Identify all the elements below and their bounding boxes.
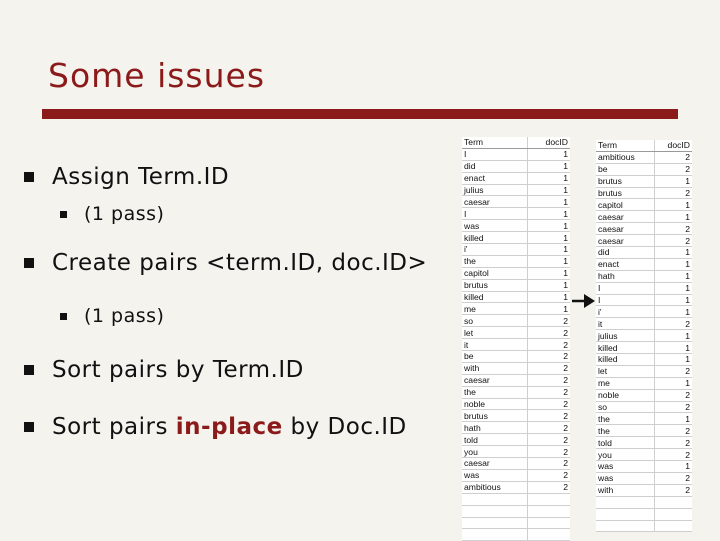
docid-cell: 1 xyxy=(654,211,692,223)
docid-cell: 2 xyxy=(654,187,692,199)
term-cell: so xyxy=(596,401,654,413)
docid-cell: 1 xyxy=(527,172,570,184)
docid-cell xyxy=(654,520,692,532)
term-cell: with xyxy=(596,484,654,496)
term-cell: ambitious xyxy=(462,481,527,493)
term-cell: i' xyxy=(462,244,527,256)
docid-cell: 2 xyxy=(654,484,692,496)
table-row xyxy=(462,529,570,541)
bullet-text: Assign Term.ID xyxy=(52,164,230,190)
term-cell: i' xyxy=(596,306,654,318)
docid-cell: 1 xyxy=(527,232,570,244)
docid-cell: 1 xyxy=(527,303,570,315)
table-row xyxy=(462,386,570,398)
term-cell: I xyxy=(596,294,654,306)
term-cell: be xyxy=(596,163,654,175)
bullet-marker xyxy=(60,211,67,218)
docid-cell: 1 xyxy=(654,294,692,306)
table-row xyxy=(462,339,570,351)
column-header-term: Term xyxy=(462,137,527,148)
table-row xyxy=(462,398,570,410)
table-row xyxy=(462,458,570,470)
term-cell: caesar xyxy=(462,458,527,470)
docid-cell: 1 xyxy=(527,220,570,232)
term-cell xyxy=(596,508,654,520)
docid-cell: 1 xyxy=(527,267,570,279)
column-header-docid: docID xyxy=(527,137,570,148)
docid-cell: 1 xyxy=(527,255,570,267)
docid-cell: 1 xyxy=(527,160,570,172)
sub-bullet-text: (1 pass) xyxy=(84,305,165,327)
docid-cell: 2 xyxy=(527,469,570,481)
table-row xyxy=(596,496,692,508)
table-row xyxy=(596,425,692,437)
table-row xyxy=(462,481,570,493)
docid-cell: 1 xyxy=(654,282,692,294)
term-cell: the xyxy=(596,425,654,437)
term-cell: so xyxy=(462,315,527,327)
term-cell: ambitious xyxy=(596,151,654,163)
docid-cell xyxy=(654,508,692,520)
docid-cell: 2 xyxy=(527,315,570,327)
table-header-row xyxy=(596,140,692,151)
term-cell: the xyxy=(462,386,527,398)
docid-cell: 1 xyxy=(527,279,570,291)
term-cell: killed xyxy=(596,354,654,366)
docid-cell: 1 xyxy=(654,270,692,282)
term-cell: killed xyxy=(596,342,654,354)
term-docid-table-sorted xyxy=(596,140,692,532)
sub-bullet-pass-2 xyxy=(60,305,164,327)
term-cell: the xyxy=(596,413,654,425)
docid-cell: 1 xyxy=(527,196,570,208)
table-row xyxy=(462,362,570,374)
docid-cell: 2 xyxy=(654,318,692,330)
table-row xyxy=(462,351,570,363)
table-row xyxy=(596,413,692,425)
table-row xyxy=(596,342,692,354)
table-row xyxy=(596,187,692,199)
term-cell: killed xyxy=(462,232,527,244)
sub-bullet-pass-1 xyxy=(60,203,164,225)
docid-cell: 2 xyxy=(527,410,570,422)
table-row xyxy=(596,235,692,247)
term-cell: brutus xyxy=(596,175,654,187)
sub-bullet-text: (1 pass) xyxy=(84,203,165,225)
table-row xyxy=(462,469,570,481)
docid-cell: 1 xyxy=(654,354,692,366)
term-cell: brutus xyxy=(596,187,654,199)
term-cell: was xyxy=(462,220,527,232)
table-row xyxy=(596,484,692,496)
bullet-marker xyxy=(24,365,34,375)
docid-cell: 2 xyxy=(527,422,570,434)
term-cell: caesar xyxy=(596,211,654,223)
table-row xyxy=(462,232,570,244)
term-cell: enact xyxy=(596,258,654,270)
term-cell: did xyxy=(462,160,527,172)
table-row xyxy=(462,291,570,303)
table-row xyxy=(462,446,570,458)
docid-cell: 1 xyxy=(654,199,692,211)
term-cell: caesar xyxy=(462,374,527,386)
docid-cell: 1 xyxy=(654,306,692,318)
docid-cell: 2 xyxy=(654,401,692,413)
table-row xyxy=(596,282,692,294)
table-row xyxy=(462,220,570,232)
docid-cell: 1 xyxy=(654,175,692,187)
table-row xyxy=(462,196,570,208)
bullet-sort-by-docid xyxy=(24,414,407,440)
term-cell: I xyxy=(462,148,527,160)
term-cell: let xyxy=(596,365,654,377)
table-row xyxy=(462,208,570,220)
table-row xyxy=(596,365,692,377)
table-row xyxy=(596,354,692,366)
term-cell: hath xyxy=(596,270,654,282)
docid-cell: 2 xyxy=(527,374,570,386)
docid-cell: 2 xyxy=(654,151,692,163)
bullet-create-pairs xyxy=(24,250,427,276)
docid-cell: 1 xyxy=(654,342,692,354)
table-row xyxy=(596,449,692,461)
term-cell: was xyxy=(596,461,654,473)
table-row xyxy=(462,434,570,446)
table-row xyxy=(462,184,570,196)
table-row xyxy=(462,279,570,291)
docid-cell: 2 xyxy=(527,362,570,374)
table-row xyxy=(596,318,692,330)
docid-cell: 1 xyxy=(527,184,570,196)
docid-cell xyxy=(527,517,570,529)
table-row xyxy=(462,505,570,517)
docid-cell: 1 xyxy=(527,208,570,220)
table-row xyxy=(596,175,692,187)
term-cell: I xyxy=(596,282,654,294)
slide-title: Some issues xyxy=(48,56,266,95)
term-cell xyxy=(462,505,527,517)
docid-cell xyxy=(527,505,570,517)
bullet-marker xyxy=(24,258,34,268)
table-row xyxy=(596,151,692,163)
table-row xyxy=(596,270,692,282)
table-row xyxy=(462,410,570,422)
term-cell: be xyxy=(462,351,527,363)
docid-cell: 1 xyxy=(654,247,692,259)
table-row xyxy=(596,199,692,211)
docid-cell: 2 xyxy=(527,398,570,410)
term-docid-table-unsorted xyxy=(462,137,570,541)
table-row xyxy=(596,437,692,449)
table-row xyxy=(596,389,692,401)
right-arrow-icon xyxy=(572,293,596,309)
table-row xyxy=(596,520,692,532)
table-row xyxy=(596,330,692,342)
term-cell: julius xyxy=(596,330,654,342)
bullet-assign-termid xyxy=(24,164,229,190)
term-cell: I xyxy=(462,208,527,220)
table-row xyxy=(596,294,692,306)
docid-cell: 2 xyxy=(654,163,692,175)
bullet-marker xyxy=(60,313,67,320)
docid-cell: 2 xyxy=(654,235,692,247)
table-row xyxy=(596,223,692,235)
table-row xyxy=(462,255,570,267)
term-cell xyxy=(462,517,527,529)
table-row xyxy=(462,315,570,327)
docid-cell: 2 xyxy=(527,339,570,351)
docid-cell: 2 xyxy=(527,434,570,446)
table-row xyxy=(462,493,570,505)
table-row xyxy=(462,517,570,529)
bullet-marker xyxy=(24,422,34,432)
table-row xyxy=(462,172,570,184)
docid-cell xyxy=(527,529,570,541)
bullet-text: Create pairs <term.ID, doc.ID> xyxy=(52,250,428,276)
table-header-row xyxy=(462,137,570,148)
term-cell: killed xyxy=(462,291,527,303)
docid-cell: 1 xyxy=(654,330,692,342)
docid-cell: 1 xyxy=(654,461,692,473)
docid-cell: 1 xyxy=(654,258,692,270)
term-cell: noble xyxy=(596,389,654,401)
table-row xyxy=(596,472,692,484)
docid-cell: 2 xyxy=(654,425,692,437)
table-row xyxy=(596,377,692,389)
term-cell: caesar xyxy=(596,223,654,235)
term-cell: enact xyxy=(462,172,527,184)
term-cell: you xyxy=(596,449,654,461)
term-cell xyxy=(462,493,527,505)
docid-cell xyxy=(654,496,692,508)
title-underline xyxy=(42,109,678,119)
term-cell: capitol xyxy=(462,267,527,279)
table-row xyxy=(596,258,692,270)
docid-cell: 1 xyxy=(527,244,570,256)
bullet-sort-by-termid xyxy=(24,357,304,383)
table-row xyxy=(596,163,692,175)
table-row xyxy=(596,508,692,520)
table-row xyxy=(596,211,692,223)
term-cell: brutus xyxy=(462,279,527,291)
term-cell: let xyxy=(462,327,527,339)
table-row xyxy=(462,244,570,256)
emphasis-in-place: in-place xyxy=(175,414,283,440)
docid-cell: 2 xyxy=(654,472,692,484)
term-cell: noble xyxy=(462,398,527,410)
term-cell: me xyxy=(596,377,654,389)
table-row xyxy=(462,160,570,172)
column-header-term: Term xyxy=(596,140,654,151)
docid-cell: 2 xyxy=(654,437,692,449)
table-row xyxy=(596,247,692,259)
bullet-text: Sort pairs by Term.ID xyxy=(52,357,304,383)
docid-cell: 2 xyxy=(527,458,570,470)
term-cell: julius xyxy=(462,184,527,196)
bullet-text: Sort pairs in-place by Doc.ID xyxy=(52,414,407,440)
docid-cell: 2 xyxy=(527,446,570,458)
docid-cell: 2 xyxy=(527,481,570,493)
docid-cell: 1 xyxy=(527,148,570,160)
docid-cell: 1 xyxy=(527,291,570,303)
docid-cell: 1 xyxy=(654,413,692,425)
table-row xyxy=(596,401,692,413)
table-row xyxy=(596,306,692,318)
table-row xyxy=(462,422,570,434)
term-cell xyxy=(462,529,527,541)
term-cell: was xyxy=(462,469,527,481)
docid-cell: 2 xyxy=(654,389,692,401)
table-row xyxy=(462,267,570,279)
term-cell: hath xyxy=(462,422,527,434)
docid-cell: 2 xyxy=(654,223,692,235)
table-row xyxy=(462,148,570,160)
docid-cell: 2 xyxy=(527,386,570,398)
term-cell: caesar xyxy=(462,196,527,208)
term-cell: was xyxy=(596,472,654,484)
term-cell: with xyxy=(462,362,527,374)
docid-cell: 1 xyxy=(654,377,692,389)
docid-cell: 2 xyxy=(527,351,570,363)
term-cell: told xyxy=(462,434,527,446)
docid-cell: 2 xyxy=(654,449,692,461)
table-row xyxy=(462,327,570,339)
docid-cell: 2 xyxy=(654,365,692,377)
term-cell: you xyxy=(462,446,527,458)
table-row xyxy=(462,374,570,386)
term-cell: capitol xyxy=(596,199,654,211)
term-cell xyxy=(596,520,654,532)
docid-cell: 2 xyxy=(527,327,570,339)
term-cell: brutus xyxy=(462,410,527,422)
bullet-marker xyxy=(24,172,34,182)
table-row xyxy=(596,461,692,473)
term-cell: it xyxy=(596,318,654,330)
term-cell: me xyxy=(462,303,527,315)
table-row xyxy=(462,303,570,315)
column-header-docid: docID xyxy=(654,140,692,151)
term-cell xyxy=(596,496,654,508)
term-cell: the xyxy=(462,255,527,267)
docid-cell xyxy=(527,493,570,505)
term-cell: told xyxy=(596,437,654,449)
term-cell: it xyxy=(462,339,527,351)
term-cell: caesar xyxy=(596,235,654,247)
term-cell: did xyxy=(596,247,654,259)
